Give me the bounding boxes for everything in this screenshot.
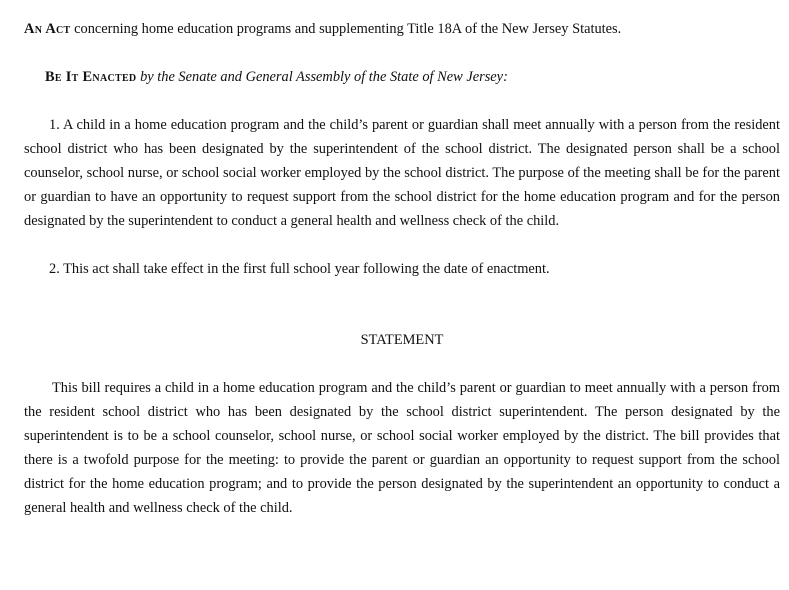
section-2: 2. This act shall take effect in the first full school year following the date of enactment.: [49, 261, 550, 277]
statement-heading: STATEMENT: [360, 332, 444, 348]
enacting-clause: [24, 65, 780, 89]
act-title-text: concerning home education programs and supplementing Title 18A of the New Jersey Statutes.: [70, 21, 622, 37]
act-title-smallcaps: An Act: [24, 21, 71, 37]
section-1: 1. A child in a home education program and the child’s parent or guardian shall meet annually with a person from the resident school district who has been designated by the superintendent of the school district. The designated person shall be a school counselor, school nurse, or school social worker employed by the school district. The purpose of the meeting shall be for the parent or guardian to have an opportunity to request support from the school district for the home education program and for the person designated by the superintendent to conduct a general health and wellness check of the child.: [24, 117, 780, 229]
enacting-clause-smallcaps: Be It Enacted: [45, 69, 137, 85]
statement-body: This bill requires a child in a home education program and the child’s parent or guardian to meet annually with a person from the resident school district who has been designated by the school district superintendent. The person designated by the superintendent is to be a school counselor, school nurse, or school social worker employed by the district. The bill provides that there is a twofold purpose for the meeting: to provide the parent or guardian an opportunity to request support from the school district for the home education program; and to provide the person designated by the superintendent an opportunity to conduct a general health and wellness check of the child.: [24, 380, 780, 516]
enacting-clause-text: by the Senate and General Assembly of the State of New Jersey:: [136, 69, 508, 85]
bill-document: [24, 17, 780, 520]
act-title: [24, 17, 780, 41]
